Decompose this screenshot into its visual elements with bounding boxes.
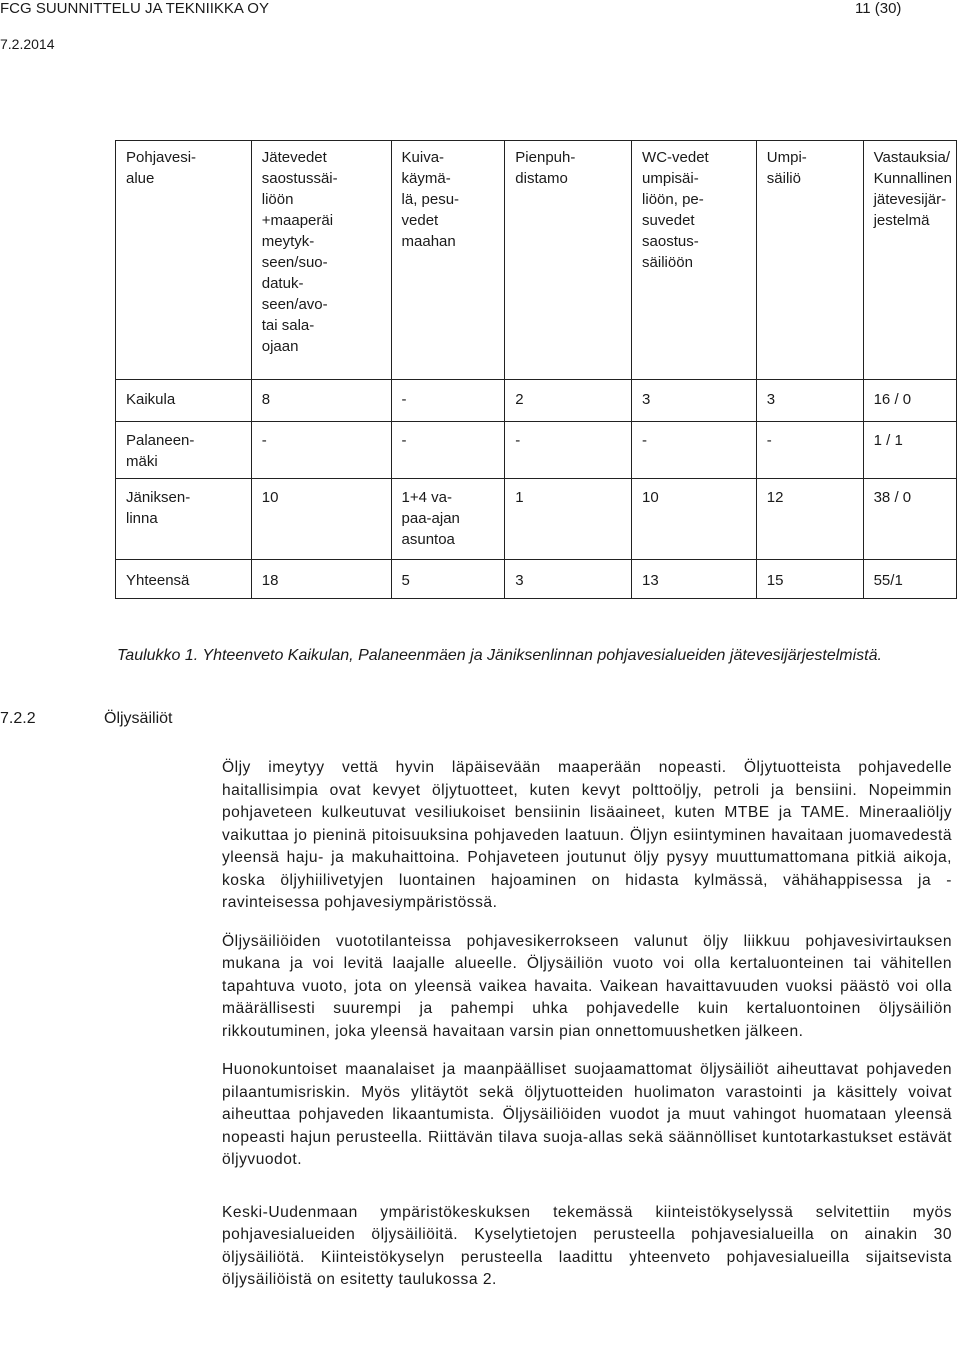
table-row (116, 380, 957, 422)
paragraph: Öljysäiliöiden vuototilanteissa pohjavesikerrokseen valunut öljy liikkuu pohjavesivirtauksen mukana ja voi levitä laajalle alueelle. Öljysäiliön vuoto voi olla kertaluonteinen tai vähitellen tapahtuva vuoto, jota on yleensä vaikea havaita. Vaikean havaittavuuden vuoksi päästö voi olla määrällisesti suurempi ja pahempi uhka pohjavedelle kuin kertaluontoinen öljysäiliön rikkoutuminen, joka yleensä havaitaan varsin pian onnettomuushetken jälkeen. (222, 932, 952, 1040)
area-cell: Jäniksen- linna (116, 479, 252, 560)
header-cell: WC-vedet umpisäi- liöön, pe- suvedet saostus- säiliöön (632, 141, 757, 380)
table-cell: - (391, 380, 505, 422)
header-cell: Kuiva- käymä- lä, pesu- vedet maahan (391, 141, 505, 380)
section-number: 7.2.2 (0, 710, 36, 727)
table-cell: 55/1 (863, 560, 956, 599)
page-number: 11 (30) (855, 0, 902, 17)
header-cell: Pienpuh- distamo (505, 141, 632, 380)
table-cell: - (756, 422, 863, 479)
table-row (116, 560, 957, 599)
table-cell: - (505, 422, 632, 479)
paragraph: Huonokuntoiset maanalaiset ja maanpäälliset suojaamattomat öljysäiliöt aiheuttavat pohjaveden pilaantumisriskin. Myös ylitäytöt sekä öljytuotteiden huolimaton varastointi ja käsittely voivat aiheuttaa pohjaveden likaantumista. Öljysäiliöiden vuodot ja muut vahingot huomataan yleensä nopeasti hajun perusteella. Riittävän tilava suoja-allas sekä säännölliset kuntotarkastukset estävät öljyvuodot. (222, 1061, 952, 1168)
header-cell: Vastauksia/ Kunnallinen jätevesijär- jestelmä (863, 141, 956, 380)
table-cell: 3 (505, 560, 632, 599)
table-cell: 18 (251, 560, 391, 599)
table-cell: - (391, 422, 505, 479)
section-title: Öljysäiliöt (104, 710, 173, 727)
table-cell: 1+4 va- paa-ajan asuntoa (391, 479, 505, 560)
table-cell: 10 (251, 479, 391, 560)
header-cell: Jätevedet saostussäi- liöön +maaperäi meytyk- seen/suo- datuk- seen/avo- tai sala- ojaan (251, 141, 391, 380)
paragraph: Keski-Uudenmaan ympäristökeskuksen tekemässä kiinteistökyselyssä selvitettiin myös pohjavesialueiden öljysäiliöitä. Kyselytietojen perusteella pohjavesialueilla on ainakin 30 öljysäiliötä. Kiinteistökyselyn perusteella laadittu yhteenveto pohjavesialueilla sijaitsevista öljysäiliöistä on esitetty taulukossa 2. (222, 1203, 952, 1288)
table-cell: 16 / 0 (863, 380, 956, 422)
body-text (222, 757, 952, 1308)
table-cell: 38 / 0 (863, 479, 956, 560)
table-cell: 13 (632, 560, 757, 599)
table-cell: 1 (505, 479, 632, 560)
area-cell: Palaneen- mäki (116, 422, 252, 479)
header-cell: Pohjavesi- alue (116, 141, 252, 380)
table-cell: 5 (391, 560, 505, 599)
table-cell: 12 (756, 479, 863, 560)
table-cell: 3 (756, 380, 863, 422)
table-header-row (116, 141, 957, 380)
header-company: FCG SUUNNITTELU JA TEKNIIKKA OY (0, 0, 269, 17)
table-cell: 3 (632, 380, 757, 422)
area-cell: Yhteensä (116, 560, 252, 599)
table-cell: - (251, 422, 391, 479)
table-cell: 15 (756, 560, 863, 599)
area-cell: Kaikula (116, 380, 252, 422)
table-row (116, 479, 957, 560)
paragraph: Öljy imeytyy vettä hyvin läpäisevään maaperään nopeasti. Öljytuotteista pohjavedelle haitallisimpia ovat kevyet öljytuotteet, kuten kevyt polttoöljy, petroli ja bensiini. Nopeimmin pohjaveteen kulkeutuvat vesiliukoiset bensiinin lisäaineet, kuten MTBE ja TAME. Mineraaliöljy vaikuttaa jo pieninä pitoisuuksina pohjaveden laatuun. Öljyn esiintyminen havaitaan juomavedestä yleensä haju- ja makuhaittoina. Pohjaveteen joutunut öljy pysyy muuttumattomana pitkiä aikoja, koska öljyhiilivetyjen luontainen hajoaminen on hidasta kylmässä, vähähappisessa ja -ravinteisessa pohjavesiympäristössä. (222, 759, 952, 911)
table-cell: - (632, 422, 757, 479)
table-caption: Taulukko 1. Yhteenveto Kaikulan, Palaneenmäen ja Jäniksenlinnan pohjavesialueiden jätevesijärjestelmistä. (117, 647, 882, 664)
table-row (116, 422, 957, 479)
table-cell: 10 (632, 479, 757, 560)
table-cell: 1 / 1 (863, 422, 956, 479)
table-cell: 8 (251, 380, 391, 422)
table-cell: 2 (505, 380, 632, 422)
section-heading (0, 710, 172, 728)
header-date: 7.2.2014 (0, 36, 55, 52)
header-cell: Umpi- säiliö (756, 141, 863, 380)
summary-table (115, 140, 957, 599)
